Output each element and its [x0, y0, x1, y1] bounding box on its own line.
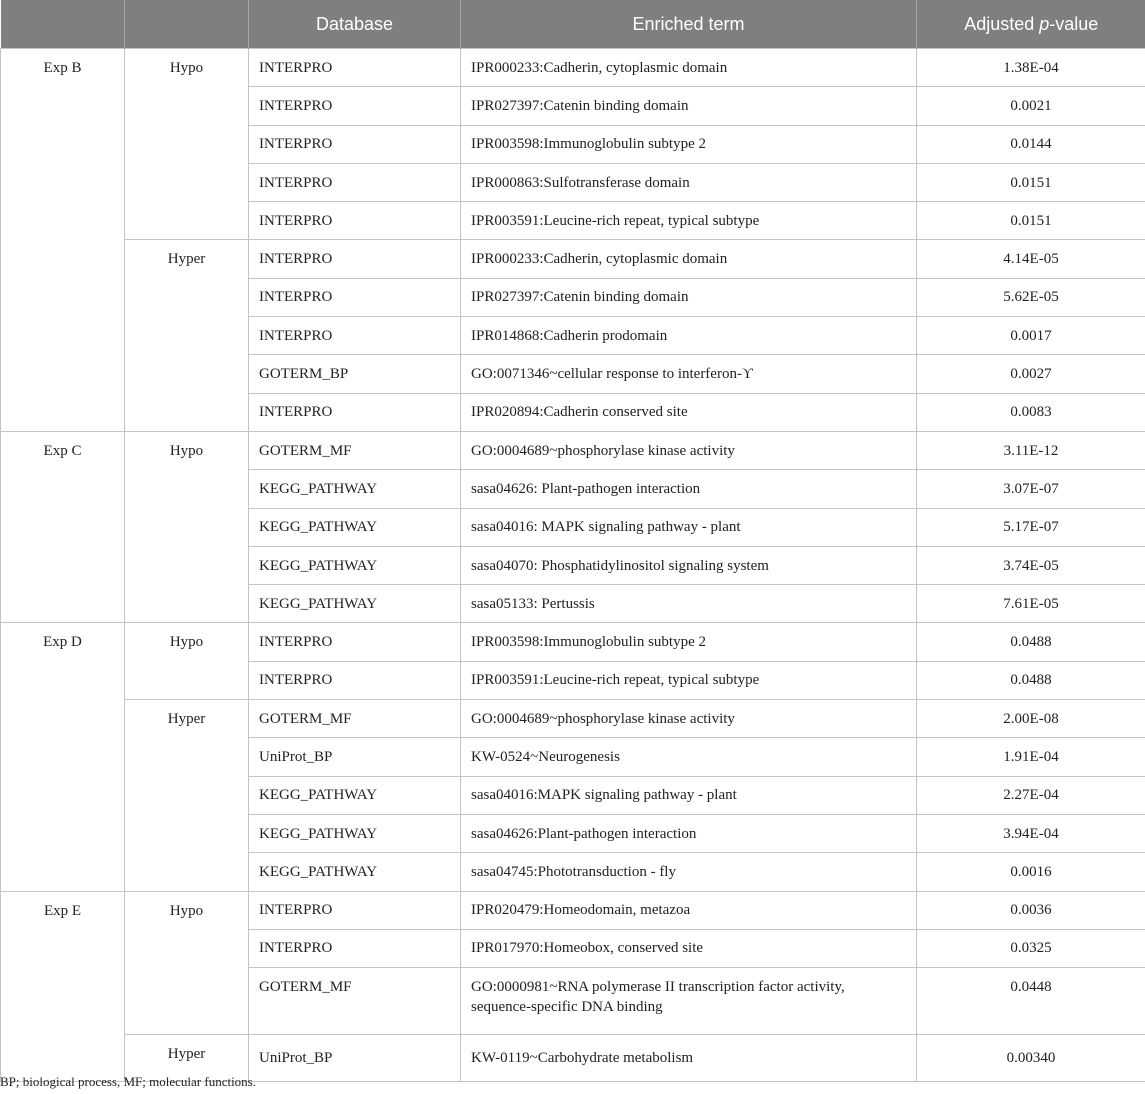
table-row: [1, 49, 1145, 87]
term-cell: GO:0004689~phosphorylase kinase activity: [461, 700, 917, 738]
term-cell: IPR027397:Catenin binding domain: [461, 278, 917, 316]
database-cell: INTERPRO: [249, 929, 461, 967]
database-cell: KEGG_PATHWAY: [249, 776, 461, 814]
term-cell: IPR003598:Immunoglobulin subtype 2: [461, 125, 917, 163]
group-label: Hyper: [125, 1035, 249, 1082]
database-cell: GOTERM_MF: [249, 968, 461, 1035]
term-cell: sasa04626:Plant-pathogen interaction: [461, 814, 917, 852]
term-cell: IPR027397:Catenin binding domain: [461, 87, 917, 125]
term-cell: IPR000233:Cadherin, cytoplasmic domain: [461, 240, 917, 278]
p-value-cell: 3.74E-05: [917, 546, 1145, 584]
term-cell: IPR000863:Sulfotransferase domain: [461, 163, 917, 201]
term-cell: sasa04016: MAPK signaling pathway - plant: [461, 508, 917, 546]
term-cell: IPR020894:Cadherin conserved site: [461, 393, 917, 431]
experiment-label: Exp D: [1, 623, 125, 891]
term-cell: IPR017970:Homeobox, conserved site: [461, 929, 917, 967]
term-cell: IPR020479:Homeodomain, metazoa: [461, 891, 917, 929]
term-cell: sasa04016:MAPK signaling pathway - plant: [461, 776, 917, 814]
database-cell: INTERPRO: [249, 87, 461, 125]
database-cell: KEGG_PATHWAY: [249, 853, 461, 891]
database-cell: INTERPRO: [249, 623, 461, 661]
database-cell: GOTERM_BP: [249, 355, 461, 393]
term-cell: IPR003591:Leucine-rich repeat, typical subtype: [461, 202, 917, 240]
term-cell: sasa04745:Phototransduction - fly: [461, 853, 917, 891]
term-cell: sasa04626: Plant-pathogen interaction: [461, 470, 917, 508]
header-experiment: [1, 0, 125, 49]
p-value-cell: 0.0021: [917, 87, 1145, 125]
database-cell: KEGG_PATHWAY: [249, 814, 461, 852]
database-cell: INTERPRO: [249, 317, 461, 355]
header-adjusted-p-value: Adjusted p-value: [917, 0, 1145, 49]
database-cell: INTERPRO: [249, 240, 461, 278]
p-value-cell: 0.0488: [917, 661, 1145, 699]
group-label: Hypo: [125, 431, 249, 622]
database-cell: INTERPRO: [249, 891, 461, 929]
term-cell: sasa04070: Phosphatidylinositol signaling system: [461, 546, 917, 584]
p-value-cell: 0.0448: [917, 968, 1145, 1035]
p-value-cell: 0.0151: [917, 202, 1145, 240]
term-cell: IPR000233:Cadherin, cytoplasmic domain: [461, 49, 917, 87]
database-cell: INTERPRO: [249, 49, 461, 87]
p-value-cell: 4.14E-05: [917, 240, 1145, 278]
database-cell: KEGG_PATHWAY: [249, 470, 461, 508]
experiment-label: Exp C: [1, 431, 125, 622]
term-cell: sasa05133: Pertussis: [461, 585, 917, 623]
table-row: [1, 240, 1145, 278]
table-row: [1, 700, 1145, 738]
database-cell: GOTERM_MF: [249, 700, 461, 738]
term-cell: KW-0119~Carbohydrate metabolism: [461, 1035, 917, 1082]
header-enriched-term: Enriched term: [461, 0, 917, 49]
database-cell: INTERPRO: [249, 661, 461, 699]
database-cell: UniProt_BP: [249, 1035, 461, 1082]
p-value-cell: 1.91E-04: [917, 738, 1145, 776]
group-label: Hypo: [125, 623, 249, 700]
group-label: Hyper: [125, 700, 249, 891]
p-value-cell: 3.07E-07: [917, 470, 1145, 508]
p-value-cell: 1.38E-04: [917, 49, 1145, 87]
header-group: [125, 0, 249, 49]
database-cell: INTERPRO: [249, 125, 461, 163]
p-value-cell: 3.94E-04: [917, 814, 1145, 852]
p-value-cell: 0.0488: [917, 623, 1145, 661]
p-value-cell: 0.0016: [917, 853, 1145, 891]
p-value-cell: 7.61E-05: [917, 585, 1145, 623]
p-value-cell: 0.0325: [917, 929, 1145, 967]
term-cell: GO:0004689~phosphorylase kinase activity: [461, 431, 917, 469]
p-value-cell: 0.0036: [917, 891, 1145, 929]
database-cell: INTERPRO: [249, 202, 461, 240]
database-cell: KEGG_PATHWAY: [249, 585, 461, 623]
term-cell: GO:0000981~RNA polymerase II transcription factor activity, sequence-specific DNA binding: [461, 968, 917, 1035]
term-cell: IPR003591:Leucine-rich repeat, typical subtype: [461, 661, 917, 699]
p-value-cell: 5.17E-07: [917, 508, 1145, 546]
term-cell: KW-0524~Neurogenesis: [461, 738, 917, 776]
table-row: [1, 431, 1145, 469]
group-label: Hypo: [125, 891, 249, 1035]
table-row: [1, 891, 1145, 929]
database-cell: UniProt_BP: [249, 738, 461, 776]
table-row: [1, 623, 1145, 661]
term-cell: IPR014868:Cadherin prodomain: [461, 317, 917, 355]
database-cell: KEGG_PATHWAY: [249, 546, 461, 584]
group-label: Hyper: [125, 240, 249, 431]
p-value-cell: 0.0151: [917, 163, 1145, 201]
p-value-cell: 0.0083: [917, 393, 1145, 431]
term-cell: GO:0071346~cellular response to interferon-ϒ: [461, 355, 917, 393]
table-footnote: BP; biological process, MF; molecular functions.: [0, 1074, 256, 1089]
database-cell: GOTERM_MF: [249, 431, 461, 469]
header-database: Database: [249, 0, 461, 49]
p-value-cell: 3.11E-12: [917, 431, 1145, 469]
p-value-cell: 2.00E-08: [917, 700, 1145, 738]
database-cell: KEGG_PATHWAY: [249, 508, 461, 546]
experiment-label: Exp B: [1, 49, 125, 432]
database-cell: INTERPRO: [249, 393, 461, 431]
p-value-cell: 0.0017: [917, 317, 1145, 355]
database-cell: INTERPRO: [249, 278, 461, 316]
p-value-cell: 5.62E-05: [917, 278, 1145, 316]
experiment-label: Exp E: [1, 891, 125, 1082]
term-cell: IPR003598:Immunoglobulin subtype 2: [461, 623, 917, 661]
header-row: [1, 0, 1145, 49]
p-value-cell: 2.27E-04: [917, 776, 1145, 814]
group-label: Hypo: [125, 49, 249, 240]
p-value-cell: 0.0144: [917, 125, 1145, 163]
database-cell: INTERPRO: [249, 163, 461, 201]
p-value-cell: 0.0027: [917, 355, 1145, 393]
p-value-cell: 0.00340: [917, 1035, 1145, 1082]
